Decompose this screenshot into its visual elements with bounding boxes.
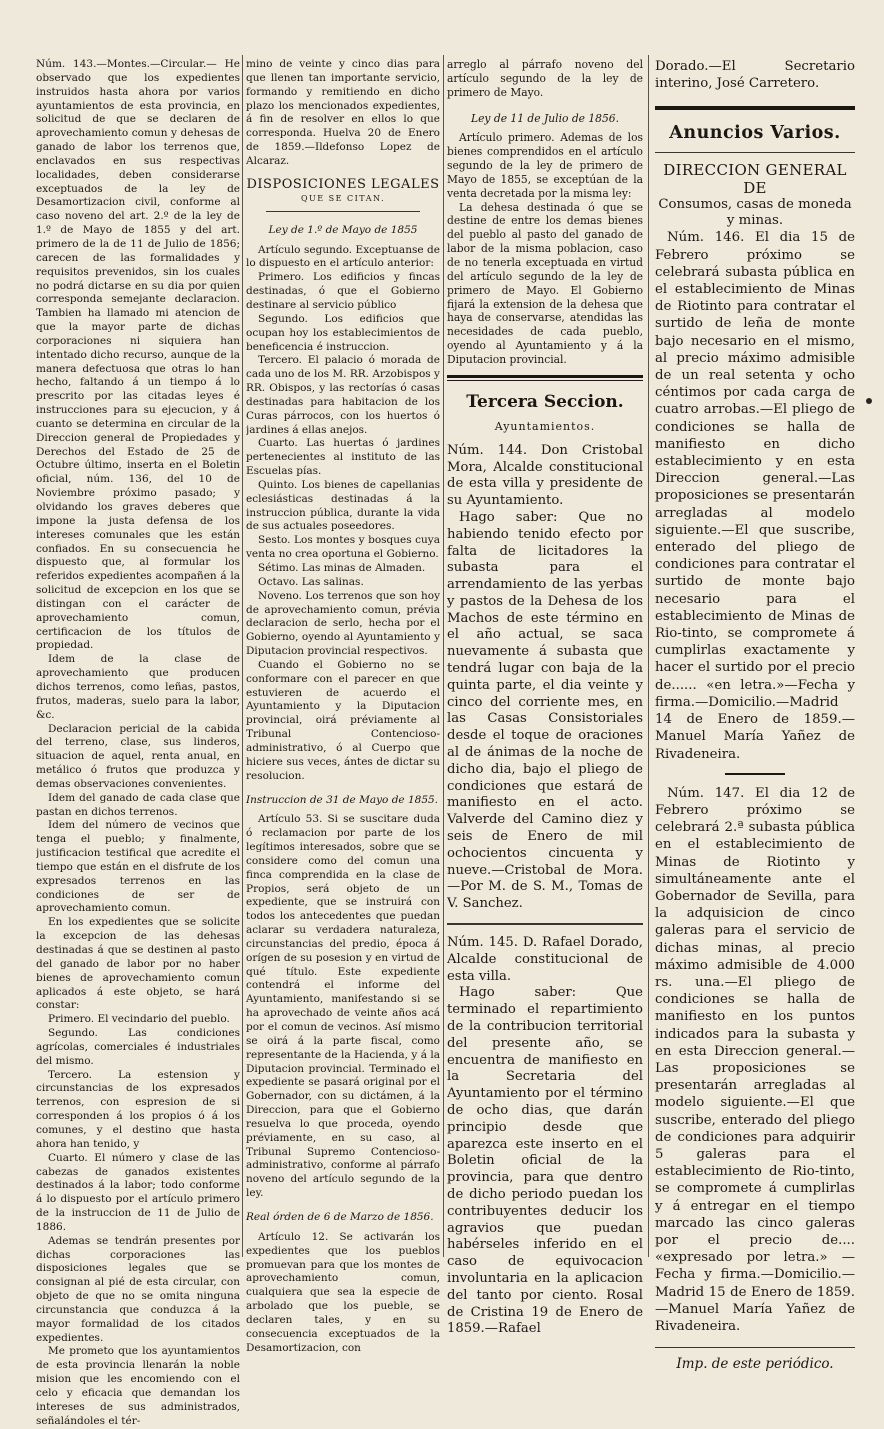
circular-143-body: Núm. 143.—Montes.—Circular.— He observado que los expedientes instruidos hasta ahora por varios ayuntamientos de esta provincia, en solicitud de que se declaren de aprovechamiento comun y dehesas de ganado de labor los terrenos que, enclavados en sus respectivas localidades, deben considerarse exceptuados de la ley de Desamortizacion civil, conforme al caso noveno del art. 2.º de la ley de 1.º de Mayo de 1855 y del art. primero de la de 11 de Julio de 1856; carecen de las formalidades y requisitos prevenidos, sin los cuales no podrá dictarse en su dia por quien corresponda semejante declaracion. Tambien ha llamado mi atencion de que la mayor parte de dichas corporaciones ni siquiera han intentado dicho recurso, aunque de la manera defectuosa que otras lo han hecho, faltando á un tiempo á lo prescrito por las citadas leyes é instrucciones para su ejecucion, y á cuanto se determina en circular de la Direccion general de Propiedades y Derechos del Estado de 25 de Octubre último, inserta en el Boletin oficial, núm. 136, del 10 de Noviembre próximo pasado; y olvidando los graves deberes que impone la justa defensa de los intereses comunales que les están confiados. En su consecuencia he dispuesto que, al formular los referidos expedientes acompañen á la solicitud de excepcion en los que se distingan con el carácter de aprovechamiento comun, certificacion de los títulos de propiedad. xyxy=(36,58,240,652)
column-3 xyxy=(447,58,643,1338)
ornament-dot xyxy=(866,398,872,404)
paragraph: Declaracion pericial de la cabida del terreno, clase, sus linderos, situacion de aquel, renta anual, en metálico ó frutos que produzca y demas observaciones convenientes. xyxy=(36,722,240,790)
anuncios-varios-title: Anuncios Varios. xyxy=(669,123,841,144)
circular-143-ending: mino de veinte y cinco dias para que llenen tan importante servicio, formando y remitiendo en dicho plazo los mencionados expedientes, á fin de resolver en ellos lo que corresponda. Huelva 20 de Enero de 1859.—Ildefonso Lopez de Alcaraz. xyxy=(246,58,440,167)
paragraph: Sétimo. Las minas de Almaden. xyxy=(258,562,426,574)
column-1 xyxy=(36,58,240,1429)
notice-145-body: Hago saber: Que terminado el repartimiento de la contribucion territorial del presente año, se encuentra de manifiesto en la Secretaria del Ayuntamiento por el término de ocho dias, que darán principio desde que aparezca este inserto en el Boletin oficial de la provincia, para que dentro de dicho periodo puedan los contribuyentes deducir los agravios que puedan habérseles inferido en el caso de equivocacion involuntaria en la aplicacion del tanto por ciento. Rosal de Cristina 19 de Enero de 1859.—Rafael xyxy=(447,985,643,1337)
column-divider xyxy=(648,55,649,1257)
paragraph: Noveno. Los terrenos que son hoy de aprovechamiento comun, prévia declaracion de serlo, hecha por el Gobierno, oyendo al Ayuntamiento y Diputacion provincial respectivos. xyxy=(246,589,440,658)
notice-146: Núm. 146. El dia 15 de Febrero próximo se celebrará subasta pública en el establecimiento de Minas de Riotinto para contratar el surtido de leña de monte bajo necesario en el mismo, al precio máximo admisible de un real setenta y ocho céntimos por cada carga de cuatro arrobas.—El pliego de condiciones se halla de manifiesto en dicho establecimiento y en esta Direccion general.—Las proposiciones se presentarán arregladas al modelo siguiente.—El que suscribe, enterado del pliego de condiciones para contratar el surtido de monte bajo necesario para el establecimiento de Minas de Rio-tinto, se compromete á cumplirlas exactamente y hacer el surtido por el precio de...... «en letra.»—Fecha y firma.—Domicilio.—Madrid 14 de Enero de 1859.—Manuel María Yañez de Rivadeneira. xyxy=(655,230,855,762)
notice-147: Núm. 147. El dia 12 de Febrero próximo se celebrará 2.ª subasta pública en el establecimiento de Minas de Riotinto y simultáneamente ante el Gobernador de Sevilla, para la adquisicion de cinco galeras para el servicio de dichas minas, al precio máximo admisible de 4.000 rs. una.—El pliego de condiciones se halla de manifiesto en los puntos indicados para la subasta y en esta Direccion general.—Las proposiciones se presentarán arregladas al modelo siguiente.—El que suscribe, enterado del pliego de condiciones para adquirir 5 galeras para el establecimiento de Rio-tinto, se compromete á cumplirlas y á entregar en el tiempo marcado las cinco galeras por el precio de.... «expresado por letra.» —Fecha y firma.—Domicilio.—Madrid 15 de Enero de 1859. —Manuel María Yañez de Rivadeneira. xyxy=(655,785,855,1334)
direccion-general-subheading: Consumos, casas de moneda y minas. xyxy=(658,197,852,229)
direccion-general-heading: DIRECCION GENERAL DE xyxy=(663,161,847,198)
notice-145-header: Núm. 145. D. Rafael Dorado, Alcalde constitucional de esta villa. xyxy=(447,935,643,984)
paragraph: Idem de la clase de aprovechamiento que producen dichos terrenos, como leñas, pastos, frutos, maderas, suelo para la labor, &c. xyxy=(36,653,240,721)
disposiciones-subheading: QUE SE CITAN. xyxy=(300,193,386,203)
paragraph: La dehesa destinada ó que se destine de entre los demas bienes del pueblo al pasto del ganado de labor de la misma poblacion, caso de no tenerla exceptuada en virtud del artículo segundo de la ley de primero de Mayo. El Gobierno fijará la extension de la dehesa que haya de conservarse, atendidas las necesidades de cada pueblo, oyendo al Ayuntamiento y á la Diputacion provincial. xyxy=(447,200,643,366)
ley-1856-title: Ley de 11 de Julio de 1856. xyxy=(471,111,619,125)
paragraph: Cuarto. Las huertas ó jardines pertenecientes al instituto de las Escuelas pías. xyxy=(246,437,440,478)
paragraph: Artículo segundo. Exceptuanse de lo dispuesto en el artículo anterior: xyxy=(246,243,440,270)
paragraph: Sesto. Los montes y bosques cuya venta no crea oportuna el Gobierno. xyxy=(246,534,440,561)
paragraph: Idem del número de vecinos que tenga el pueblo; y finalmente, justificacion testifical que acredite el tiempo que están en el disfrute de los expresados terrenos en las condiciones de ser de aprovechamiento comun. xyxy=(36,819,240,915)
paragraph: Artículo 53. Si se suscitare duda ó reclamacion por parte de los legítimos interesados, sobre que se considere como del comun una finca comprendida en la clase de Propios, será objeto de un expediente, que se instruirá con todos los antecedentes que puedan aclarar su verdadera naturaleza, circunstancias del predio, época á orígen de su posesion y en virtud de qué título. Este expediente contendrá el informe del Ayuntamiento, manifestando si se ha aprovechado de veinte años acá por el comun de vecinos. Así mismo se oirá á la parte fiscal, como representante de la Hacienda, y á la Diputacion provincial. Terminado el expediente se pasará original por el Gobernador, con su dictámen, á la Direccion, para que el Gobierno resuelva lo que proceda, oyendo préviamente, en su caso, al Tribunal Supremo Contencioso-administrativo, conforme al párrafo noveno del artículo segundo de la ley. xyxy=(246,813,440,1200)
ayuntamientos-subtitle: Ayuntamientos. xyxy=(494,419,596,433)
paragraph: Cuando el Gobierno no se conformare con el parecer en que estuvieren de acuerdo el Ayuntamiento y la Diputacion provincial, oirá préviamente al Tribunal Contencioso-administrativo, ó al Cuerpo que hiciere sus veces, ántes de dictar su resolucion. xyxy=(246,658,440,782)
rule xyxy=(725,773,785,775)
real-orden-1856-title: Real órden de 6 de Marzo de 1856. xyxy=(246,1210,434,1223)
notice-144-header: Núm. 144. Don Cristobal Mora, Alcalde constitucional de esta villa y presidente de su Ayuntamiento. xyxy=(447,442,643,509)
paragraph: Me prometo que los ayuntamientos de esta provincia llenarán la noble mision que les encomiendo con el celo y eficacia que demandan los intereses de sus administrados, señalándoles el tér- xyxy=(36,1345,240,1427)
notice-145-ending: Dorado.—El Secretario interino, José Carretero. xyxy=(655,59,855,92)
ley-1855-title: Ley de 1.º de Mayo de 1855 xyxy=(268,223,418,236)
instruccion-1855-title: Instruccion de 31 de Mayo de 1855. xyxy=(246,793,439,806)
section-rule xyxy=(655,106,855,110)
rule xyxy=(447,923,643,925)
paragraph: Octavo. Las salinas. xyxy=(258,575,364,588)
paragraph: Cuarto. El número y clase de las cabezas de ganados existentes destinados á la labor; todo conforme á lo dispuesto por el artículo primero de la instruccion de 11 de Julio de 1886. xyxy=(36,1151,240,1233)
paragraph: En los expedientes que se solicite la excepcion de las dehesas destinadas á que se destinen al pasto del ganado de labor por no haber bienes de aprovechamiento comun aplicados á este objeto, se hará constar: xyxy=(36,916,240,1012)
rule xyxy=(655,1347,855,1348)
paragraph: Tercero. El palacio ó morada de cada uno de los M. RR. Arzobispos y RR. Obispos, y las rectorías ó casas destinadas para habitacion de los Curas párrocos, con los huertos ó jardines á ellas anejos. xyxy=(246,354,440,436)
paragraph: Segundo. Los edificios que ocupan hoy los establecimientos de beneficencia é instruccion. xyxy=(246,312,440,353)
column-divider xyxy=(242,55,243,1257)
section-rule xyxy=(447,375,643,381)
column-4 xyxy=(655,58,855,1373)
imprint-footer: Imp. de este periódico. xyxy=(676,1356,834,1373)
paragraph: Primero. Los edificios y fincas destinadas, ó que el Gobierno destinare al servicio público xyxy=(246,271,440,311)
paragraph: Primero. El vecindario del pueblo. xyxy=(48,1013,230,1026)
rule xyxy=(266,211,420,212)
notice-144-body: Hago saber: Que no habiendo tenido efecto por falta de licitadores la subasta para el arrendamiento de las yerbas y pastos de la Dehesa de los Machos de este término en el año actual, se saca nuevamente á subasta que tendrá lugar con baja de la quinta parte, el dia veinte y cinco del corriente mes, en las Casas Consistoriales desde el toque de oraciones al de ánimas de la noche de dicho dia, bajo el pliego de condiciones que estará de manifiesto en el acto. Valverde del Camino diez y seis de Enero de mil ochocientos cincuenta y nueve.—Cristobal de Mora.—Por M. de S. M., Tomas de V. Sanchez. xyxy=(447,509,643,912)
real-orden-ending: arreglo al párrafo noveno del artículo segundo de la ley de primero de Mayo. xyxy=(447,58,643,99)
paragraph: Tercero. La estension y circunstancias de los expresados terrenos, con espresion de si corresponden á los propios ó á los comunes, y el destino que hasta ahora han tenido, y xyxy=(36,1068,240,1150)
column-divider xyxy=(443,55,444,1257)
column-2 xyxy=(246,58,440,1355)
paragraph: Ademas se tendrán presentes por dichas corporaciones las disposiciones legales que se consignan al pié de esta circular, con objeto de que no se omita ninguna circunstancia que conduzca á la mayor formalidad de los citados expedientes. xyxy=(36,1234,240,1344)
paragraph: Idem del ganado de cada clase que pastan en dichos terrenos. xyxy=(36,791,240,818)
paragraph: Quinto. Los bienes de capellanias eclesiásticas destinadas á la instruccion pública, durante la vida de sus actuales poseedores. xyxy=(246,478,440,533)
rule xyxy=(655,152,855,153)
paragraph: Artículo primero. Ademas de los bienes comprendidos en el artículo segundo de la ley de primero de Mayo de 1855, se exceptúan de la venta decretada por la misma ley: xyxy=(447,131,643,200)
paragraph: Segundo. Las condiciones agrícolas, comerciales é industriales del mismo. xyxy=(36,1027,240,1067)
tercera-seccion-title: Tercera Seccion. xyxy=(466,391,624,412)
paragraph: Artículo 12. Se activarán los expedientes que los pueblos promuevan para que los montes de aprovechamiento comun, cualquiera que sea la especie de arbolado que los pueble, se declaren tales, y en su consecuencia exceptuados de la Desamortizacion, con xyxy=(246,1230,440,1354)
disposiciones-heading: DISPOSICIONES LEGALES xyxy=(246,176,440,192)
